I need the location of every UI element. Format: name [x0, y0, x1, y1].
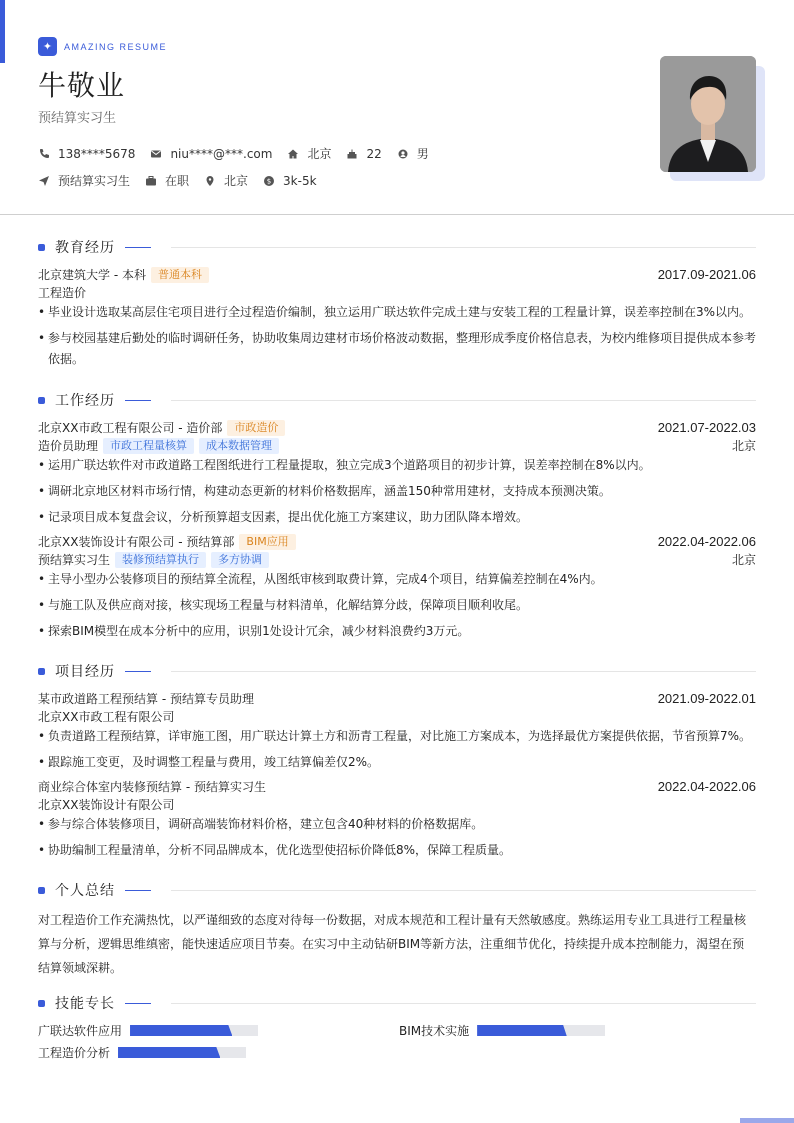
education-bullet: • 毕业设计选取某高层住宅项目进行全过程造价编制，独立运用广联达软件完成土建与安装工程的工程量计算，误差率控制在3%以内。 — [38, 302, 756, 323]
work-date: 2022.04-2022.06 — [657, 534, 756, 549]
intent-salary — [263, 174, 317, 188]
candidate-name: 牛敬业 — [38, 69, 126, 102]
project-header — [38, 690, 756, 707]
section-summary — [38, 881, 756, 899]
skill-level-bar — [130, 1025, 258, 1036]
work-bullet: • 主导小型办公装修项目的预结算全流程，从图纸审核到取费计算，完成4个项目，结算偏差控制在4%内。 — [38, 569, 756, 590]
summary-text: 对工程造价工作充满热忱，以严谨细致的态度对待每一份数据，对成本规范和工程计量有天然敏感度。熟练运用专业工具进行工程量核算与分析，逻辑思维缜密，能快速适应项目节奏。在实习中主动钻研BIM等新方法，注重细节优化，持续提升成本控制能力，渴望在预结算领域深耕。 — [38, 913, 747, 975]
work-tag: BIM应用 — [239, 534, 295, 550]
company-name: 北京XX装饰设计有限公司 - 预结算部 — [38, 535, 235, 549]
project-org-row — [38, 796, 756, 813]
work-bullet: • 探索BIM模型在成本分析中的应用，识别1处设计冗余，减少材料浪费约3万元。 — [38, 621, 756, 642]
section-education — [38, 238, 756, 256]
age-text: 22 — [366, 146, 382, 161]
work-bullet: • 调研北京地区材料市场行情，构建动态更新的材料价格数据库，涵盖150种常用建材，支持成本预测决策。 — [38, 481, 756, 502]
section-marker — [38, 397, 45, 404]
section-title-text: 项目经历 — [55, 664, 115, 680]
project-date: 2022.04-2022.06 — [657, 779, 756, 794]
school-name: 北京建筑大学 - 本科 — [38, 268, 146, 282]
section-marker — [38, 887, 45, 894]
header-divider — [0, 214, 794, 215]
work-header — [38, 533, 756, 550]
intent-row — [38, 172, 332, 189]
briefcase-icon — [145, 175, 157, 187]
education-major-row — [38, 284, 756, 301]
candidate-title: 预结算实习生 — [38, 111, 117, 126]
gender-text: 男 — [416, 147, 429, 161]
svg-text:$: $ — [266, 177, 272, 185]
project-org: 北京XX装饰设计有限公司 — [38, 798, 175, 812]
work-header — [38, 419, 756, 436]
skill-name: 广联达软件应用 — [38, 1024, 123, 1038]
section-work — [38, 391, 756, 409]
contact-age — [346, 147, 381, 161]
position-text: 预结算实习生 — [58, 174, 131, 188]
education-header — [38, 266, 756, 283]
skill-tag: 多方协调 — [211, 552, 269, 568]
project-bullet: • 跟踪施工变更，及时调整工程量与费用，竣工结算偏差仅2%。 — [38, 752, 756, 773]
section-accent-line — [125, 400, 151, 401]
section-rule — [171, 400, 756, 401]
gender-icon — [397, 148, 409, 160]
mail-icon — [150, 148, 162, 160]
contact-phone[interactable] — [38, 147, 135, 161]
role: 造价员助理 — [38, 439, 99, 453]
company-name: 北京XX市政工程有限公司 - 造价部 — [38, 421, 223, 435]
project-name: 商业综合体室内装修预结算 - 预结算实习生 — [38, 780, 266, 794]
section-rule — [171, 890, 756, 891]
section-projects — [38, 662, 756, 680]
sparkle-icon: ✦ — [38, 37, 57, 56]
section-rule — [171, 671, 756, 672]
project-bullet: • 参与综合体装修项目，调研高端装饰材料价格，建立包含40种材料的价格数据库。 — [38, 814, 756, 835]
city-text: 北京 — [307, 147, 332, 161]
project-name: 某市政道路工程预结算 - 预结算专员助理 — [38, 692, 254, 706]
send-icon — [38, 175, 50, 187]
project-bullet: • 负责道路工程预结算，详审施工图，用广联达计算土方和沥青工程量，对比施工方案成本，为选择最优方案提供依据，节省预算7%。 — [38, 726, 756, 747]
section-skills — [38, 994, 756, 1012]
skill-level-bar — [118, 1047, 246, 1058]
section-title-text: 个人总结 — [55, 883, 115, 899]
section-title-text: 教育经历 — [55, 240, 115, 256]
accent-bar — [0, 0, 5, 63]
skill-item — [38, 1022, 258, 1039]
brand — [38, 37, 167, 56]
project-date: 2021.09-2022.01 — [657, 691, 756, 706]
section-marker — [38, 244, 45, 251]
money-icon — [263, 175, 275, 187]
email-text: niu****@***.com — [170, 146, 273, 161]
skill-name: 工程造价分析 — [38, 1046, 111, 1060]
project-header — [38, 778, 756, 795]
section-title-text: 工作经历 — [55, 393, 115, 409]
home-icon — [287, 148, 299, 160]
skill-level-bar — [477, 1025, 605, 1036]
skill-tag: 市政工程量核算 — [103, 438, 194, 454]
work-role-row — [38, 551, 756, 568]
work-tag: 市政造价 — [227, 420, 285, 436]
project-org: 北京XX市政工程有限公司 — [38, 710, 175, 724]
contact-email[interactable] — [150, 147, 272, 161]
work-city: 北京 — [731, 553, 756, 567]
work-role-row — [38, 437, 756, 454]
skill-level-fill — [118, 1047, 220, 1058]
section-rule — [171, 247, 756, 248]
skill-level-fill — [130, 1025, 232, 1036]
phone-icon — [38, 148, 50, 160]
section-accent-line — [125, 247, 151, 248]
education-bullet: • 参与校园基建后勤处的临时调研任务，协助收集周边建材市场价格波动数据，整理形成季度价格信息表，为校内维修项目提供成本参考依据。 — [38, 328, 756, 370]
role: 预结算实习生 — [38, 553, 111, 567]
project-org-row — [38, 708, 756, 725]
phone-text: 138****5678 — [58, 146, 136, 161]
location-icon — [204, 175, 216, 187]
work-date: 2021.07-2022.03 — [657, 420, 756, 435]
contact-city — [287, 145, 331, 162]
section-accent-line — [125, 1003, 151, 1004]
section-title-text: 技能专长 — [55, 996, 115, 1012]
salary-text: 3k-5k — [283, 173, 317, 188]
contact-gender — [397, 145, 429, 162]
cake-icon — [346, 148, 358, 160]
contact-row — [38, 145, 444, 162]
skill-level-fill — [477, 1025, 567, 1036]
skill-tag: 成本数据管理 — [199, 438, 279, 454]
section-marker — [38, 668, 45, 675]
work-bullet: • 与施工队及供应商对接，核实现场工程量与材料清单，化解结算分歧，保障项目顺利收尾。 — [38, 595, 756, 616]
major: 工程造价 — [38, 286, 87, 300]
section-accent-line — [125, 890, 151, 891]
avatar — [660, 56, 756, 172]
section-rule — [171, 1003, 756, 1004]
status-text: 在职 — [165, 174, 190, 188]
intent-city — [204, 172, 248, 189]
section-accent-line — [125, 671, 151, 672]
skill-item — [399, 1022, 605, 1039]
skill-item — [38, 1044, 246, 1061]
intent-status — [145, 172, 189, 189]
degree-tag: 普通本科 — [151, 267, 209, 283]
project-bullet: • 协助编制工程量清单，分析不同品牌成本，优化选型使招标价降低8%，保障工程质量。 — [38, 840, 756, 861]
skill-name: BIM技术实施 — [399, 1024, 470, 1038]
section-marker — [38, 1000, 45, 1007]
profile-photo — [660, 56, 756, 172]
intent-position — [38, 172, 130, 189]
work-bullet: • 运用广联达软件对市政道路工程图纸进行工程量提取，独立完成3个道路项目的初步计算，误差率控制在8%以内。 — [38, 455, 756, 476]
work-bullet: • 记录项目成本复盘会议，分析预算超支因素，提出优化施工方案建议，助力团队降本增效。 — [38, 507, 756, 528]
education-date: 2017.09-2021.06 — [657, 267, 756, 282]
brand-text: AMAZING RESUME — [64, 41, 168, 52]
corner-bar — [740, 1118, 794, 1123]
intent-city-text: 北京 — [224, 174, 249, 188]
skill-tag: 装修预结算执行 — [115, 552, 206, 568]
work-city: 北京 — [731, 439, 756, 453]
